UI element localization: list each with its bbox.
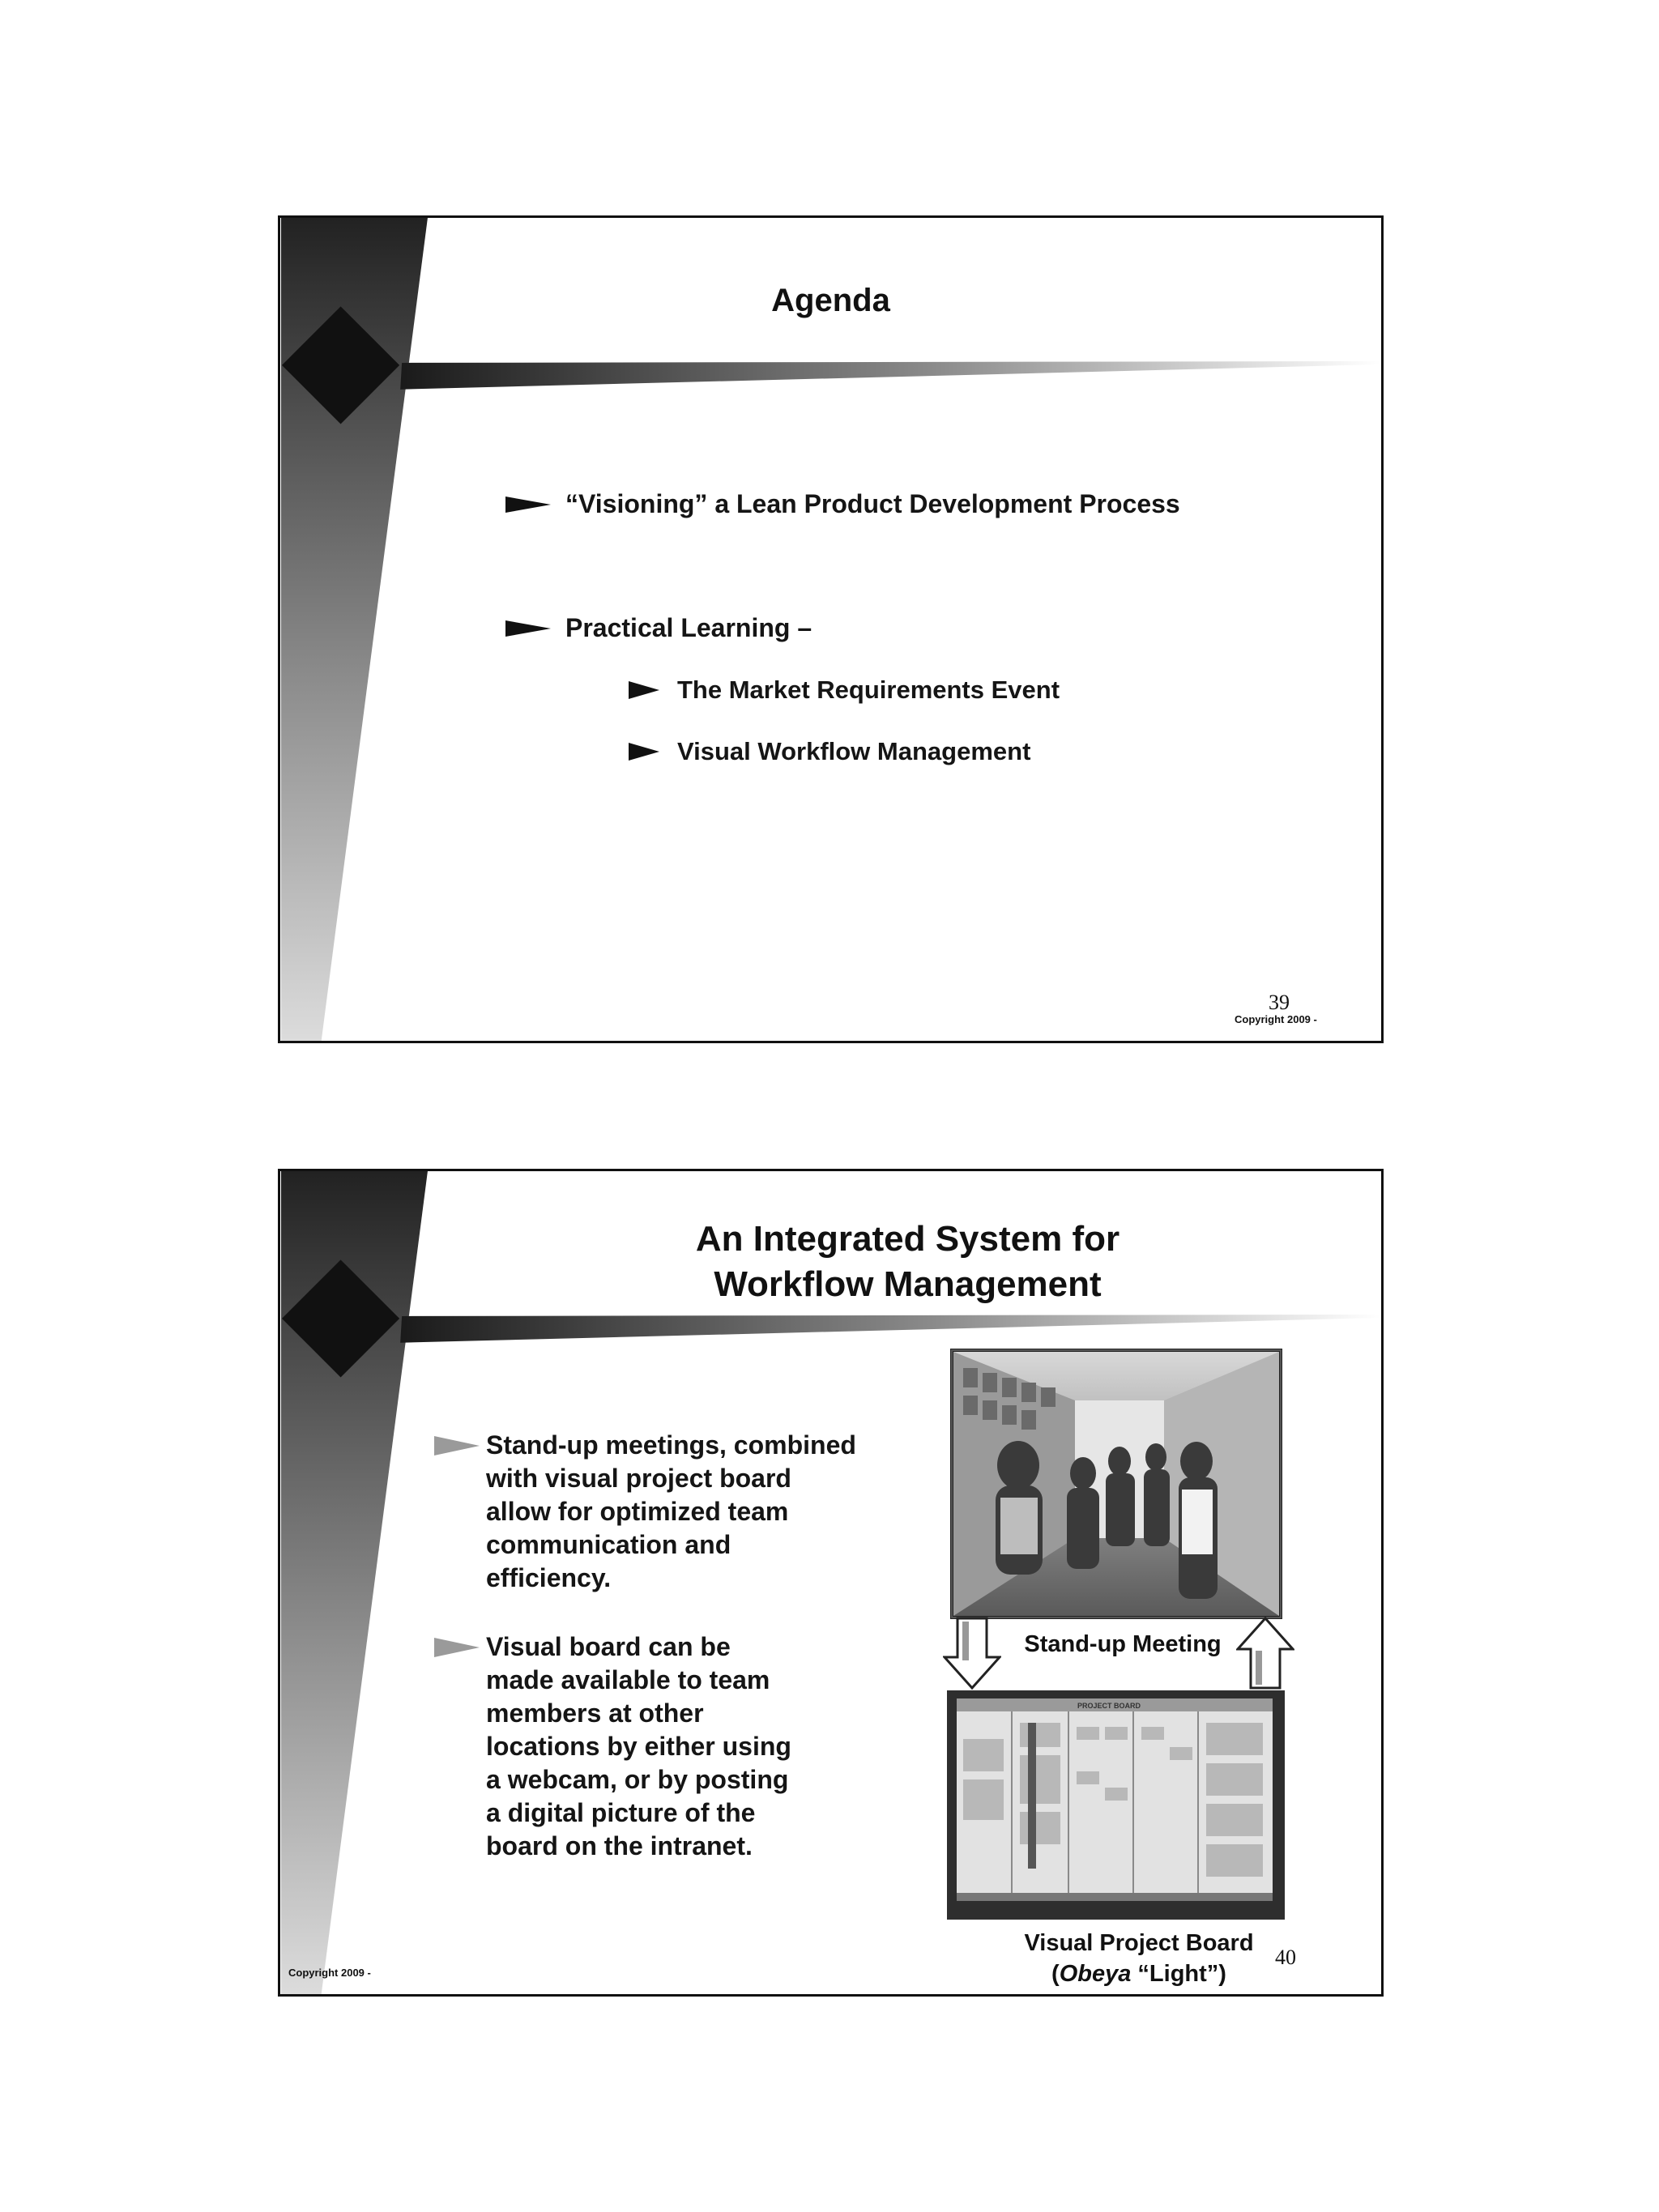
agenda-sub-bullet: The Market Requirements Event — [629, 676, 1060, 705]
board-caption: Visual Project Board (Obeya “Light”) — [1024, 1930, 1254, 1987]
agenda-bullet: Practical Learning – — [505, 613, 812, 643]
copyright-text: Copyright 2009 - — [288, 1967, 371, 1979]
agenda-sub-bullet: Visual Workflow Management — [629, 737, 1030, 766]
slide-title: An Integrated System for Workflow Management — [695, 1219, 1120, 1304]
arrow-bullet-icon — [629, 680, 659, 701]
slide-title: Agenda — [771, 283, 890, 318]
arrow-bullet-icon — [505, 494, 551, 515]
content-bullet: Visual board can be made available to team members at other locations by either using a webcam, or by posting a digital picture of the board on the intranet. — [434, 1630, 791, 1863]
slide-agenda — [278, 215, 1384, 1043]
arrow-bullet-icon — [434, 1434, 480, 1457]
standup-meeting-photo — [950, 1349, 1282, 1619]
agenda-bullet: “Visioning” a Lean Product Development Process — [505, 489, 1180, 519]
arrow-bullet-icon — [629, 741, 659, 762]
visual-board-photo — [947, 1690, 1285, 1920]
page-number: 40 — [1275, 1946, 1296, 1969]
arrow-bullet-icon — [505, 618, 551, 639]
standup-caption: Stand-up Meeting — [1024, 1631, 1222, 1657]
arrow-bullet-icon — [434, 1636, 480, 1659]
arrow-up-icon — [1236, 1617, 1294, 1691]
board-header-text: PROJECT BOARD — [1077, 1702, 1141, 1710]
header-bar — [400, 361, 1380, 390]
standup-photo-illustration — [953, 1352, 1279, 1616]
header-bar — [400, 1315, 1380, 1343]
project-board-illustration — [947, 1690, 1285, 1920]
slide-integrated-system — [278, 1169, 1384, 1997]
page-number: 39 — [1269, 991, 1290, 1014]
content-bullet: Stand-up meetings, combined with visual project board allow for optimized team communication and efficiency. — [434, 1429, 856, 1595]
arrow-down-icon — [943, 1617, 1001, 1691]
copyright-text: Copyright 2009 - — [1235, 1013, 1317, 1025]
slide-decoration — [280, 218, 1381, 1041]
